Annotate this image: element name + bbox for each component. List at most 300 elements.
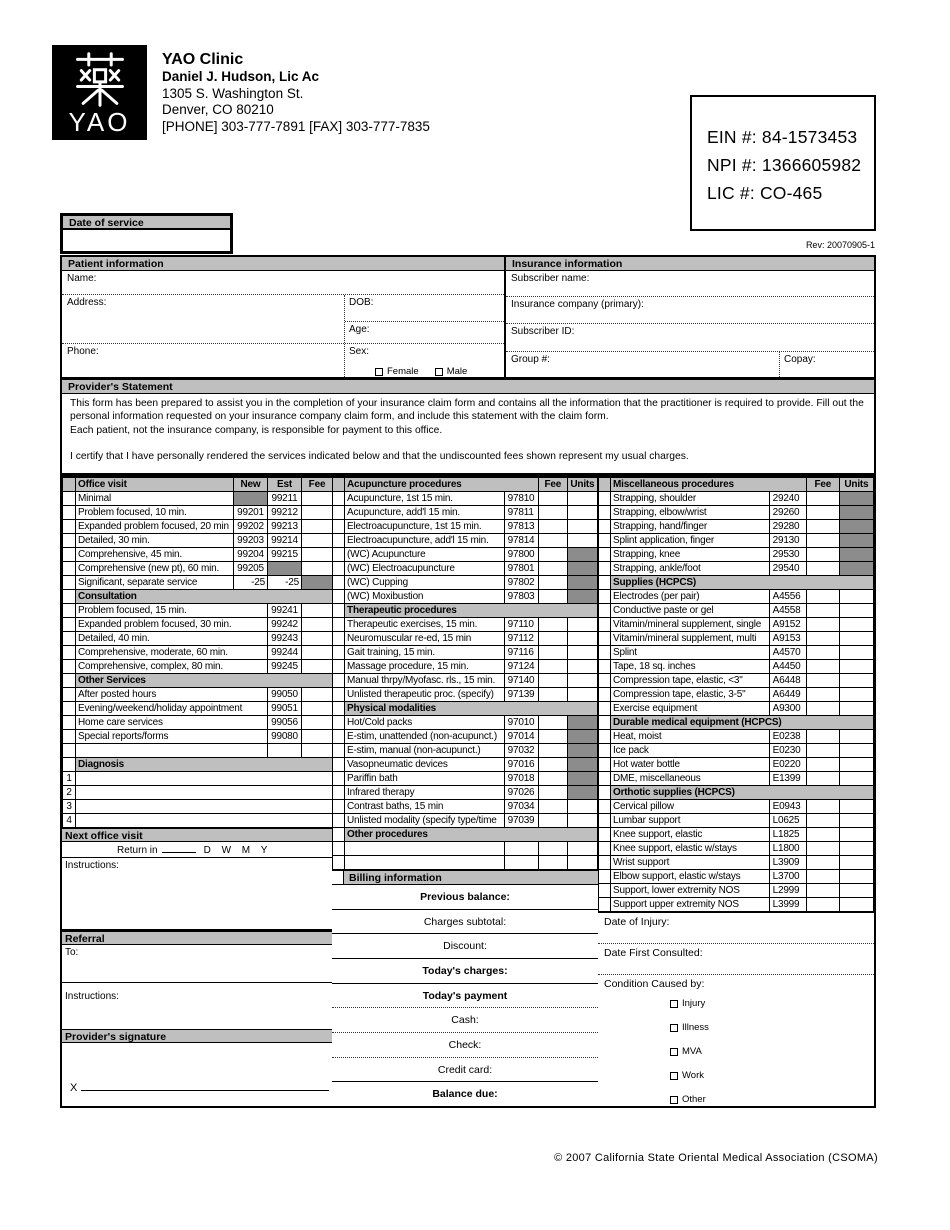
signature-x-label: X xyxy=(70,1082,78,1094)
check-cell[interactable] xyxy=(333,786,345,800)
check-cell[interactable] xyxy=(599,772,611,786)
fee-cell[interactable] xyxy=(302,702,333,716)
fee-cell[interactable] xyxy=(302,506,333,520)
fee-cell[interactable] xyxy=(538,688,567,702)
units-cell[interactable] xyxy=(567,674,597,688)
phone-field[interactable] xyxy=(62,344,344,377)
units-cell[interactable] xyxy=(839,842,873,856)
office-visit-column xyxy=(60,475,334,1108)
table-title: Office visit xyxy=(76,478,234,492)
fee-cell[interactable] xyxy=(806,884,839,898)
checkbox-icon[interactable] xyxy=(670,1072,678,1080)
check-cell[interactable] xyxy=(63,548,76,562)
units-cell[interactable] xyxy=(839,870,873,884)
fee-cell[interactable] xyxy=(302,618,333,632)
check-cell xyxy=(333,604,345,618)
fee-cell[interactable] xyxy=(538,576,567,590)
check-cell[interactable] xyxy=(333,716,345,730)
fee-cell[interactable] xyxy=(302,730,333,744)
fee-cell[interactable] xyxy=(538,520,567,534)
billing-row[interactable]: Today's payment xyxy=(332,984,598,1009)
fee-cell[interactable] xyxy=(806,800,839,814)
check-cell[interactable] xyxy=(333,576,345,590)
fee-cell[interactable] xyxy=(302,660,333,674)
units-cell[interactable] xyxy=(567,520,597,534)
condition-option-mva[interactable] xyxy=(670,1046,874,1057)
fee-cell[interactable] xyxy=(806,730,839,744)
units-cell[interactable] xyxy=(839,646,873,660)
date-of-service-box[interactable] xyxy=(60,213,233,254)
fee-cell[interactable] xyxy=(302,520,333,534)
check-cell[interactable] xyxy=(63,646,76,660)
billing-rows xyxy=(332,885,598,1106)
condition-option-label: Work xyxy=(682,1070,704,1081)
diagnosis-entry-cell[interactable] xyxy=(76,814,333,828)
units-cell[interactable] xyxy=(839,688,873,702)
check-cell[interactable] xyxy=(599,506,611,520)
section-header-row xyxy=(63,758,333,772)
fee-cell[interactable] xyxy=(538,534,567,548)
check-cell[interactable] xyxy=(333,492,345,506)
fee-cell[interactable] xyxy=(302,534,333,548)
procedure-code: 97034 xyxy=(504,800,538,814)
check-cell[interactable] xyxy=(333,744,345,758)
checkbox-icon[interactable] xyxy=(670,1024,678,1032)
age-field[interactable] xyxy=(345,322,504,343)
diagnosis-row xyxy=(63,814,333,828)
check-cell[interactable] xyxy=(599,814,611,828)
next-visit-instructions-field[interactable] xyxy=(62,857,332,931)
subscriber-name-field[interactable] xyxy=(506,271,874,297)
check-cell[interactable] xyxy=(63,716,76,730)
check-cell[interactable] xyxy=(599,520,611,534)
check-cell[interactable] xyxy=(599,744,611,758)
fee-cell[interactable] xyxy=(806,506,839,520)
units-cell[interactable] xyxy=(839,800,873,814)
units-cell xyxy=(839,520,873,534)
check-cell[interactable] xyxy=(63,688,76,702)
table-row xyxy=(333,800,598,814)
fee-cell[interactable] xyxy=(538,786,567,800)
procedure-code: A9300 xyxy=(769,702,806,716)
units-cell[interactable] xyxy=(567,618,597,632)
check-cell[interactable] xyxy=(599,758,611,772)
check-cell[interactable] xyxy=(63,730,76,744)
return-units-label[interactable]: D W M Y xyxy=(203,845,272,856)
next-visit-instructions-label: Instructions: xyxy=(65,860,119,871)
table-row xyxy=(599,604,874,618)
procedure-label: Support, lower extremity NOS xyxy=(611,884,770,898)
check-cell[interactable] xyxy=(63,632,76,646)
diagnosis-entry-cell[interactable] xyxy=(76,786,333,800)
check-cell[interactable] xyxy=(599,548,611,562)
check-cell[interactable] xyxy=(599,884,611,898)
fee-cell[interactable] xyxy=(538,800,567,814)
billing-row[interactable]: Charges subtotal: xyxy=(332,910,598,935)
table-row xyxy=(333,716,598,730)
signature-area[interactable] xyxy=(62,1043,332,1106)
check-cell[interactable] xyxy=(333,660,345,674)
check-cell[interactable] xyxy=(63,604,76,618)
return-in-label: Return in xyxy=(117,845,158,856)
table-row xyxy=(333,856,598,870)
check-cell[interactable] xyxy=(333,730,345,744)
units-cell[interactable] xyxy=(567,814,597,828)
fee-cell[interactable] xyxy=(302,562,333,576)
check-cell[interactable] xyxy=(333,814,345,828)
units-cell[interactable] xyxy=(839,618,873,632)
units-cell[interactable] xyxy=(839,772,873,786)
cpt-code-est: -25 xyxy=(268,576,302,590)
female-checkbox-icon[interactable] xyxy=(375,368,383,376)
billing-row[interactable]: Today's charges: xyxy=(332,959,598,984)
procedure-label: (WC) Electroacupuncture xyxy=(345,562,505,576)
checkbox-icon[interactable] xyxy=(670,1000,678,1008)
table-row xyxy=(599,646,874,660)
procedure-code: 97811 xyxy=(504,506,538,520)
check-cell[interactable] xyxy=(333,506,345,520)
procedure-label: Electroacupuncture, add'l 15 min. xyxy=(345,534,505,548)
table-row xyxy=(333,814,598,828)
check-cell[interactable] xyxy=(63,702,76,716)
subscriber-id-field[interactable] xyxy=(506,324,874,352)
check-cell[interactable] xyxy=(333,772,345,786)
table-row xyxy=(333,632,598,646)
check-cell xyxy=(63,674,76,688)
units-cell[interactable] xyxy=(839,744,873,758)
check-cell[interactable] xyxy=(333,646,345,660)
check-cell[interactable] xyxy=(333,688,345,702)
billing-row[interactable]: Check: xyxy=(332,1033,598,1058)
fee-cell[interactable] xyxy=(806,842,839,856)
billing-row[interactable]: Discount: xyxy=(332,934,598,959)
clinic-name: YAO Clinic xyxy=(162,51,244,68)
fee-cell[interactable] xyxy=(538,744,567,758)
address-line-2: Denver, CO 80210 xyxy=(162,102,274,117)
units-cell xyxy=(567,772,597,786)
fee-cell[interactable] xyxy=(806,870,839,884)
procedure-code: A4558 xyxy=(769,604,806,618)
procedure-code: 97018 xyxy=(504,772,538,786)
fee-cell[interactable] xyxy=(806,688,839,702)
check-cell[interactable] xyxy=(333,800,345,814)
fee-cell[interactable] xyxy=(302,548,333,562)
table-row xyxy=(63,618,333,632)
fee-cell[interactable] xyxy=(806,618,839,632)
sex-options xyxy=(375,366,504,377)
fee-cell[interactable] xyxy=(538,548,567,562)
sex-field xyxy=(344,344,504,377)
section-title: Durable medical equipment (HCPCS) xyxy=(611,716,874,730)
fee-cell[interactable] xyxy=(806,758,839,772)
check-cell[interactable] xyxy=(333,856,345,870)
procedure-label: DME, miscellaneous xyxy=(611,772,770,786)
cpt-code-new: -25 xyxy=(234,576,268,590)
fee-cell[interactable] xyxy=(538,856,567,870)
check-cell[interactable] xyxy=(333,632,345,646)
table-row xyxy=(63,660,333,674)
units-cell[interactable] xyxy=(839,730,873,744)
units-cell[interactable] xyxy=(567,492,597,506)
billing-row[interactable]: Credit card: xyxy=(332,1058,598,1083)
sex-option-male[interactable] xyxy=(435,366,468,377)
check-cell[interactable] xyxy=(333,520,345,534)
procedure-label: Strapping, hand/finger xyxy=(611,520,770,534)
fee-cell[interactable] xyxy=(302,492,333,506)
fee-cell[interactable] xyxy=(302,716,333,730)
fee-cell[interactable] xyxy=(538,590,567,604)
check-cell[interactable] xyxy=(599,842,611,856)
fee-cell[interactable] xyxy=(302,632,333,646)
units-cell[interactable] xyxy=(839,702,873,716)
units-cell[interactable] xyxy=(839,632,873,646)
copyright-footer: © 2007 California State Oriental Medical Association (CSOMA) xyxy=(554,1152,878,1164)
fee-cell[interactable] xyxy=(806,632,839,646)
fee-cell[interactable] xyxy=(538,772,567,786)
condition-option-other[interactable] xyxy=(670,1094,874,1105)
fee-cell[interactable] xyxy=(806,828,839,842)
check-cell[interactable] xyxy=(63,660,76,674)
procedure-code: 97112 xyxy=(504,632,538,646)
fee-cell[interactable] xyxy=(538,758,567,772)
table-row xyxy=(63,506,333,520)
fee-cell[interactable] xyxy=(806,772,839,786)
units-cell[interactable] xyxy=(839,758,873,772)
fee-cell[interactable] xyxy=(806,744,839,758)
fee-cell[interactable] xyxy=(806,520,839,534)
fee-cell[interactable] xyxy=(806,660,839,674)
check-cell[interactable] xyxy=(599,688,611,702)
units-cell[interactable] xyxy=(567,800,597,814)
units-cell[interactable] xyxy=(567,646,597,660)
check-cell[interactable] xyxy=(63,618,76,632)
fee-cell[interactable] xyxy=(538,660,567,674)
fee-cell[interactable] xyxy=(806,562,839,576)
fee-cell[interactable] xyxy=(806,646,839,660)
cpt-code-est: 99056 xyxy=(268,716,302,730)
address-field[interactable] xyxy=(62,295,344,343)
check-cell[interactable] xyxy=(599,730,611,744)
check-cell[interactable] xyxy=(333,562,345,576)
check-cell[interactable] xyxy=(599,870,611,884)
check-cell[interactable] xyxy=(599,702,611,716)
fee-cell[interactable] xyxy=(538,492,567,506)
procedure-label: Strapping, ankle/foot xyxy=(611,562,770,576)
check-cell[interactable] xyxy=(599,604,611,618)
fee-cell[interactable] xyxy=(302,646,333,660)
units-cell[interactable] xyxy=(567,856,597,870)
units-cell[interactable] xyxy=(839,590,873,604)
units-cell[interactable] xyxy=(567,688,597,702)
check-cell[interactable] xyxy=(599,646,611,660)
check-cell[interactable] xyxy=(63,520,76,534)
procedure-label: Compression tape, elastic, <3" xyxy=(611,674,770,688)
check-cell[interactable] xyxy=(63,506,76,520)
units-cell[interactable] xyxy=(839,828,873,842)
cpt-code-est: 99214 xyxy=(268,534,302,548)
date-first-consulted-field[interactable] xyxy=(598,944,874,975)
units-cell xyxy=(567,562,597,576)
fee-cell[interactable] xyxy=(538,646,567,660)
group-number-field[interactable] xyxy=(506,352,779,377)
procedure-label: Hot/Cold packs xyxy=(345,716,505,730)
units-cell xyxy=(567,548,597,562)
referral-instructions-field[interactable] xyxy=(62,983,332,1029)
procedure-label: Wrist support xyxy=(611,856,770,870)
return-in-blank[interactable] xyxy=(162,844,196,853)
check-cell[interactable] xyxy=(333,534,345,548)
date-of-injury-field[interactable] xyxy=(598,913,874,944)
fee-cell[interactable] xyxy=(806,702,839,716)
procedure-label: Strapping, elbow/wrist xyxy=(611,506,770,520)
billing-row[interactable]: Balance due: xyxy=(432,1088,498,1101)
diagnosis-row xyxy=(63,772,333,786)
fee-cell[interactable] xyxy=(806,492,839,506)
diagnosis-entry-cell[interactable] xyxy=(76,800,333,814)
phone-label: Phone: xyxy=(67,346,99,357)
procedure-code: L3909 xyxy=(769,856,806,870)
condition-option-injury[interactable] xyxy=(670,998,874,1009)
check-cell[interactable] xyxy=(599,660,611,674)
check-cell[interactable] xyxy=(599,534,611,548)
fee-cell[interactable] xyxy=(806,534,839,548)
cpt-code-est xyxy=(268,562,302,576)
check-cell[interactable] xyxy=(599,828,611,842)
check-cell[interactable] xyxy=(63,492,76,506)
checkbox-icon[interactable] xyxy=(670,1096,678,1104)
procedure-code: 97803 xyxy=(504,590,538,604)
units-cell[interactable] xyxy=(567,632,597,646)
table-row xyxy=(599,520,874,534)
units-cell xyxy=(567,758,597,772)
units-cell[interactable] xyxy=(839,884,873,898)
procedure-code: A4450 xyxy=(769,660,806,674)
fee-cell[interactable] xyxy=(806,814,839,828)
check-cell[interactable] xyxy=(599,674,611,688)
condition-option-illness[interactable] xyxy=(670,1022,874,1033)
fee-cell[interactable] xyxy=(806,604,839,618)
cpt-code-est: 99243 xyxy=(268,632,302,646)
billing-information-block xyxy=(332,870,598,1106)
procedure-label: Significant, separate service xyxy=(76,576,234,590)
procedure-code: 97139 xyxy=(504,688,538,702)
units-cell[interactable] xyxy=(567,506,597,520)
sex-option-female[interactable] xyxy=(375,366,419,377)
fee-cell[interactable] xyxy=(806,856,839,870)
units-cell[interactable] xyxy=(839,898,873,912)
check-cell[interactable] xyxy=(333,674,345,688)
fee-cell[interactable] xyxy=(302,604,333,618)
diagnosis-entry-cell[interactable] xyxy=(76,772,333,786)
fee-cell[interactable] xyxy=(806,674,839,688)
cpt-code-est: 99215 xyxy=(268,548,302,562)
check-cell[interactable] xyxy=(599,590,611,604)
table-row xyxy=(599,898,874,912)
fee-cell[interactable] xyxy=(302,688,333,702)
fee-cell[interactable] xyxy=(538,716,567,730)
fee-cell[interactable] xyxy=(806,548,839,562)
units-cell[interactable] xyxy=(839,604,873,618)
fee-cell[interactable] xyxy=(538,842,567,856)
signature-line[interactable] xyxy=(81,1081,329,1091)
referral-to-field[interactable] xyxy=(62,945,332,983)
check-cell[interactable] xyxy=(599,898,611,912)
return-in-row[interactable] xyxy=(62,842,332,857)
fee-cell[interactable] xyxy=(538,506,567,520)
billing-row[interactable]: Cash: xyxy=(332,1008,598,1033)
condition-option-work[interactable] xyxy=(670,1070,874,1081)
check-cell[interactable] xyxy=(63,562,76,576)
units-cell[interactable] xyxy=(839,856,873,870)
check-cell[interactable] xyxy=(599,562,611,576)
check-cell[interactable] xyxy=(333,590,345,604)
table-row xyxy=(63,688,333,702)
procedure-code: L1800 xyxy=(769,842,806,856)
cpt-code-est[interactable] xyxy=(268,744,302,758)
procedure-label: Hot water bottle xyxy=(611,758,770,772)
billing-row[interactable]: Previous balance: xyxy=(332,885,598,910)
copay-field[interactable] xyxy=(779,352,874,377)
insurance-company-field[interactable] xyxy=(506,297,874,324)
billing-title: Billing information xyxy=(344,871,598,884)
credential-line: LIC #: CO-465 xyxy=(707,183,823,203)
check-cell[interactable] xyxy=(63,576,76,590)
dob-field[interactable] xyxy=(345,295,504,322)
fee-cell[interactable] xyxy=(538,618,567,632)
phone-sex-row xyxy=(62,344,504,377)
check-cell[interactable] xyxy=(333,618,345,632)
condition-caused-by-group xyxy=(598,975,874,1106)
fee-cell[interactable] xyxy=(538,632,567,646)
units-cell[interactable] xyxy=(567,842,597,856)
check-cell[interactable] xyxy=(599,492,611,506)
procedure-label: Expanded problem focused, 20 min xyxy=(76,520,234,534)
check-cell[interactable] xyxy=(599,618,611,632)
check-cell[interactable] xyxy=(63,744,76,758)
procedure-label: Therapeutic exercises, 15 min. xyxy=(345,618,505,632)
check-cell[interactable] xyxy=(599,856,611,870)
name-field[interactable] xyxy=(62,271,504,295)
fee-cell[interactable] xyxy=(806,590,839,604)
fee-cell[interactable] xyxy=(538,562,567,576)
check-cell[interactable] xyxy=(63,534,76,548)
check-cell[interactable] xyxy=(599,632,611,646)
fee-cell[interactable] xyxy=(538,674,567,688)
procedure-code: A6448 xyxy=(769,674,806,688)
fee-cell[interactable] xyxy=(538,814,567,828)
procedure-label: Ice pack xyxy=(611,744,770,758)
checkbox-icon[interactable] xyxy=(670,1048,678,1056)
check-col-header xyxy=(599,478,611,492)
procedure-label: Problem focused, 15 min. xyxy=(76,604,268,618)
fee-cell[interactable] xyxy=(806,898,839,912)
check-cell[interactable] xyxy=(333,758,345,772)
fee-cell[interactable] xyxy=(302,744,333,758)
procedure-label: Home care services xyxy=(76,716,268,730)
units-cell[interactable] xyxy=(839,660,873,674)
male-checkbox-icon[interactable] xyxy=(435,368,443,376)
check-cell[interactable] xyxy=(599,800,611,814)
check-cell[interactable] xyxy=(333,548,345,562)
procedure-label: Evening/weekend/holiday appointment xyxy=(76,702,268,716)
units-cell[interactable] xyxy=(567,660,597,674)
units-cell[interactable] xyxy=(839,814,873,828)
procedure-label: Heat, moist xyxy=(611,730,770,744)
check-cell[interactable] xyxy=(333,842,345,856)
fee-cell[interactable] xyxy=(538,730,567,744)
units-cell[interactable] xyxy=(839,674,873,688)
units-cell[interactable] xyxy=(567,534,597,548)
